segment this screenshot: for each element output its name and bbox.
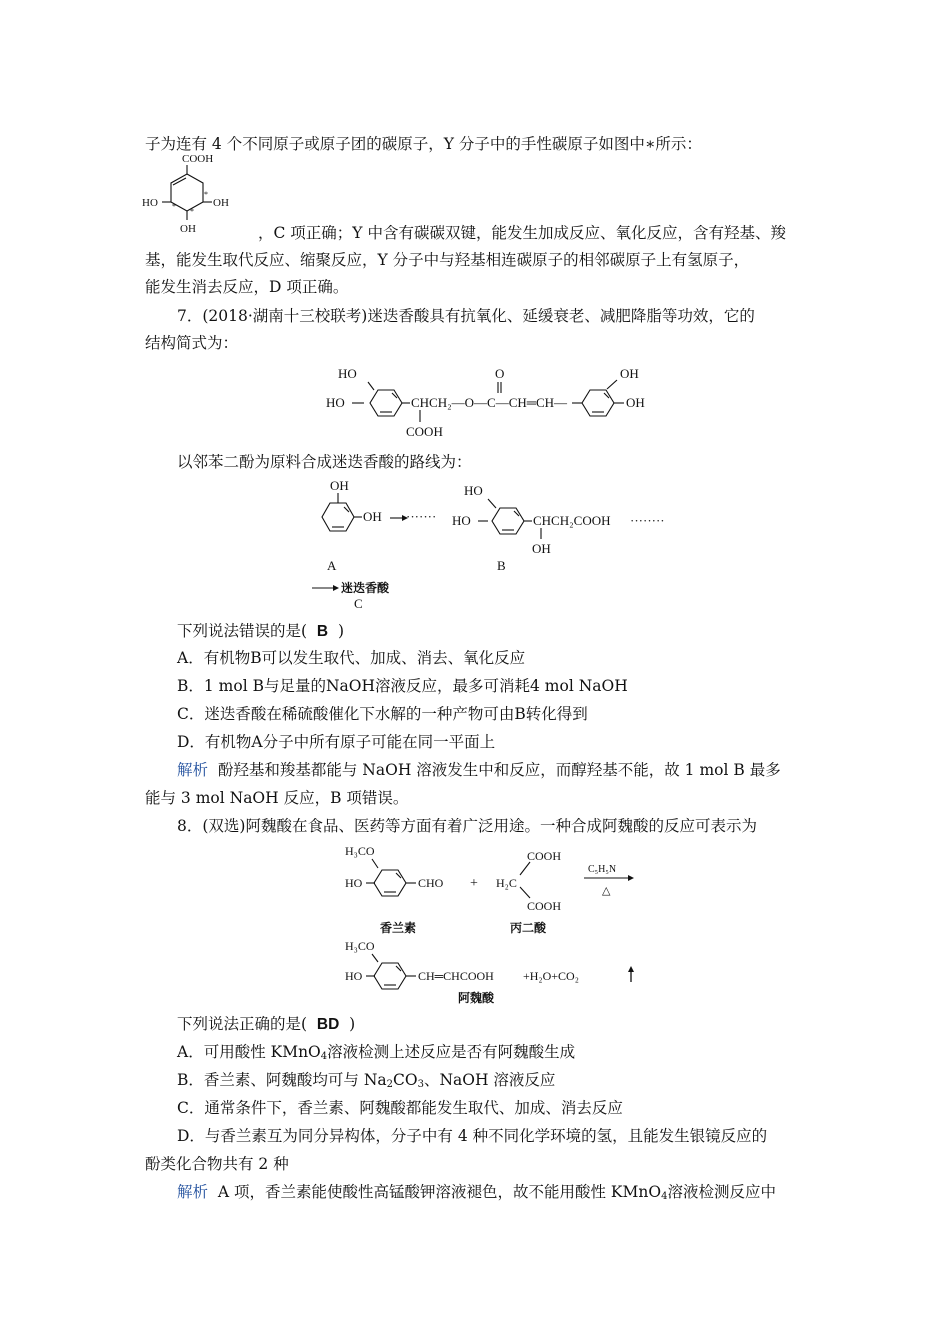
jiexi-label: 解析: [177, 761, 209, 779]
q8-answer: BD: [316, 1016, 340, 1033]
option-a: A．有机物B可以发生取代、加成、消去、氧化反应: [177, 649, 526, 667]
chiral-star: *: [172, 202, 176, 211]
rosmarinic-acid-structure: [320, 360, 660, 445]
a-oh-top: OH: [330, 478, 349, 493]
ros-chain: CHCH₂—O—C—CH═CH—: [411, 395, 568, 410]
a-oh-right: OH: [363, 509, 382, 524]
synthesis-route: [300, 475, 700, 615]
dots-end: ········: [630, 513, 665, 528]
ros-oh-right: OH: [626, 395, 645, 410]
y-oh-right: OH: [213, 197, 229, 209]
text-line: 结构简式为：: [145, 334, 239, 352]
y-molecule-structure: [140, 150, 240, 235]
ros-oh-top: OH: [620, 366, 639, 381]
option-c: C．迷迭香酸在稀硫酸催化下水解的一种产物可由B转化得到: [177, 705, 588, 723]
text-line: 子为连有 4 个不同原子或原子团的碳原子，Y 分子中的手性碳原子如图中∗所示：: [145, 135, 702, 153]
explanation: 解析 A 项，香兰素能使酸性高锰酸钾溶液褪色，故不能用酸性 KMnO$_4$溶液检测反应中: [177, 1183, 776, 1202]
ferulic-acid-reaction: [340, 840, 660, 1015]
arrow-c-text: 迷迭香酸: [341, 581, 390, 595]
option-b: B．1 mol B与足量的NaOH溶液反应，最多可消耗4 mol NaOH: [177, 677, 628, 695]
name-ferulic: 阿魏酸: [458, 991, 495, 1005]
option-c: C．通常条件下，香兰素、阿魏酸都能发生取代、加成、消去反应: [177, 1099, 623, 1117]
fer-products: +H₂O+CO₂: [523, 969, 579, 983]
mal-cooh-top: COOH: [527, 849, 562, 863]
question-7-stem: 7．(2018·湖南十三校联考)迷迭香酸具有抗氧化、延缓衰老、减肥降脂等功效，它的: [177, 307, 755, 325]
label-c: C: [354, 596, 363, 611]
chiral-star: *: [204, 190, 208, 199]
van-h3co: H₃CO: [345, 844, 375, 858]
question-7-ask: 下列说法错误的是( B ): [177, 622, 345, 640]
label-b: B: [497, 558, 506, 573]
y-ho: HO: [142, 197, 158, 209]
cond-top: C₅H₅N: [588, 864, 617, 875]
option-d: D．与香兰素互为同分异构体，分子中有 4 种不同化学环境的氢，且能发生银镜反应的: [177, 1127, 768, 1145]
q7-answer: B: [316, 623, 329, 640]
ros-ho-top: HO: [338, 366, 357, 381]
mal-h2c: H₂C: [496, 876, 517, 890]
option-b: B．香兰素、阿魏酸均可与 $Na_2CO_3$、NaOH 溶液反应: [177, 1071, 556, 1090]
fer-h3co: H₃CO: [345, 939, 375, 953]
question-8-stem: 8．(双选)阿魏酸在食品、医药等方面有着广泛用途。一种合成阿魏酸的反应可表示为: [177, 817, 757, 835]
b-ho-left: HO: [452, 513, 471, 528]
text-line: 酚类化合物共有 2 种: [145, 1155, 289, 1173]
fer-ho: HO: [345, 969, 363, 983]
name-vanillin: 香兰素: [380, 921, 417, 935]
text-line: 以邻苯二酚为原料合成迷迭香酸的路线为：: [177, 453, 472, 471]
b-oh: OH: [532, 541, 551, 556]
mal-cooh-bot: COOH: [527, 899, 562, 913]
text-line: ，C 项正确；Y 中含有碳碳双键，能发生加成反应、氧化反应，含有羟基、羧: [258, 224, 786, 242]
ros-carbonyl-o: O: [495, 366, 505, 381]
arrow-dots: ·······: [406, 509, 437, 524]
label-a: A: [327, 558, 337, 573]
text-line: 能发生消去反应，D 项正确。: [145, 278, 349, 296]
van-ho: HO: [345, 876, 363, 890]
explanation: 解析 酚羟基和羧基都能与 NaOH 溶液发生中和反应，而醇羟基不能，故 1 mol B 最多: [177, 761, 781, 779]
cond-bot: △: [602, 885, 611, 897]
question-8-ask: 下列说法正确的是( BD ): [177, 1015, 356, 1033]
b-chain: CHCH₂COOH: [533, 513, 611, 528]
name-malonic: 丙二酸: [510, 921, 547, 935]
option-a: A．可用酸性 KMnO$_4$溶液检测上述反应是否有阿魏酸生成: [177, 1043, 576, 1062]
y-oh-bottom: OH: [180, 223, 196, 235]
text-line: 能与 3 mol NaOH 反应，B 项错误。: [145, 789, 409, 807]
chiral-star: *: [190, 207, 194, 216]
option-d: D．有机物A分子中所有原子可能在同一平面上: [177, 733, 496, 751]
ros-ho-left: HO: [326, 395, 345, 410]
b-ho-top: HO: [464, 483, 483, 498]
van-cho: CHO: [418, 876, 444, 890]
ros-cooh: COOH: [406, 424, 443, 439]
fer-chain: CH═CHCOOH: [418, 969, 494, 983]
plus: +: [470, 876, 478, 891]
y-cooh: COOH: [182, 153, 214, 165]
text-line: 基，能发生取代反应、缩聚反应，Y 分子中与羟基相连碳原子的相邻碳原子上有氢原子，: [145, 251, 750, 269]
jiexi-label: 解析: [177, 1183, 209, 1201]
